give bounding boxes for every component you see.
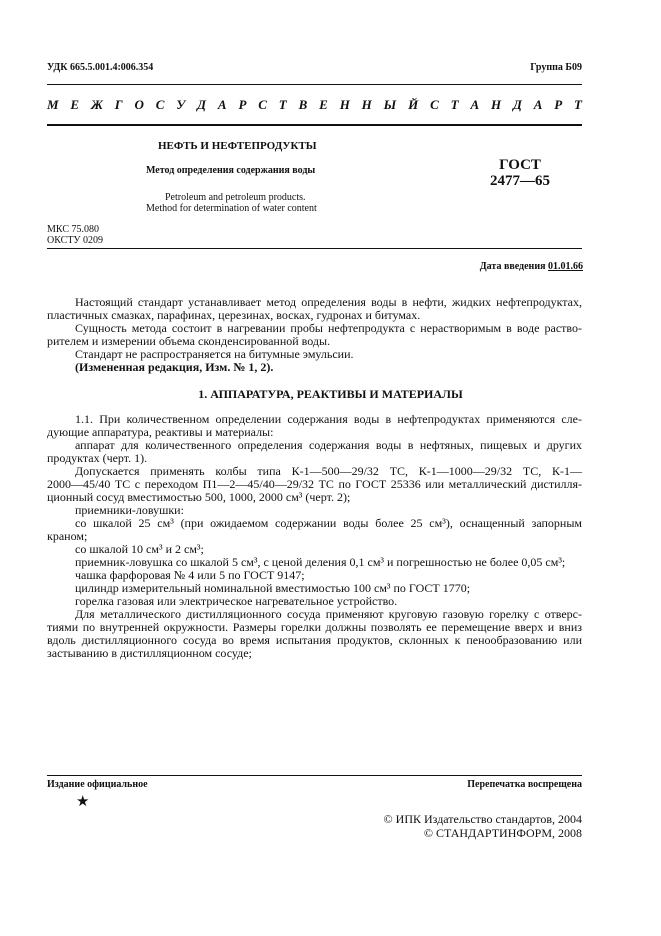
header-rule-bottom — [47, 124, 582, 126]
section-line-05: Допускается применять колбы типа К-1—500—29/32 ТС, К-1—1000—29/32 ТС, К-1— — [75, 464, 582, 478]
standard-title: НЕФТЬ И НЕФТЕПРОДУКТЫ — [158, 140, 317, 152]
introduction-date-label: Дата введения — [479, 261, 546, 272]
header-rule-top — [47, 84, 582, 85]
section-line-10: краном; — [47, 529, 88, 543]
section-line-06: 2000—45/40 ТС с переходом П1—2—45/40—29/32 ТС по ГОСТ 25336 или металлический дистилля- — [47, 477, 582, 491]
section-line-12: приемник-ловушка со шкалой 5 см³, с ценой деления 0,1 см³ и погрешностью не более 0,05 см³; — [75, 555, 566, 569]
mks-code: МКС 75.080 — [47, 224, 99, 235]
introduction-date-value: 01.01.66 — [548, 261, 583, 272]
section-line-13: чашка фарфоровая № 4 или 5 по ГОСТ 9147; — [75, 568, 305, 582]
intro-line-4: рителем и измерении объема сконденсированной воды. — [47, 334, 331, 348]
introduction-date — [480, 261, 583, 272]
english-title-line2: Method for determination of water content — [146, 203, 317, 214]
section-line-08: приемники-ловушки: — [75, 503, 184, 517]
section-line-14: цилиндр измерительный номинальной вместимостью 100 см³ по ГОСТ 1770; — [75, 581, 471, 595]
english-title-line1: Petroleum and petroleum products. — [165, 192, 306, 203]
section-line-01: 1.1. При количественном определении содержания воды в нефтепродуктах применяются сле- — [75, 412, 582, 426]
section-line-04: продуктах (черт. 1). — [47, 451, 148, 465]
section-line-19: застыванию в дистилляционном сосуде; — [47, 646, 252, 660]
footer-rule — [47, 775, 582, 776]
copyright-standartinform: © СТАНДАРТИНФОРМ, 2008 — [423, 826, 582, 840]
section-line-02: дующие аппаратура, реактивы и материалы: — [47, 425, 274, 439]
section-line-11: со шкалой 10 см³ и 2 см³; — [75, 542, 204, 556]
reprint-prohibited: Перепечатка воспрещена — [467, 779, 582, 790]
official-edition: Издание официальное — [47, 779, 148, 790]
copyright-ipk: © ИПК Издательство стандартов, 2004 — [383, 812, 582, 826]
intro-line-2: пластичных смазках, парафинах, церезинах, восках, гудронах и битумах. — [47, 308, 421, 322]
gost-number: 2477—65 — [490, 173, 550, 189]
section-line-16: Для металлического дистилляционного сосуда применяют круговую газовую горелку с отверс- — [75, 607, 582, 621]
section-line-15: горелка газовая или электрическое нагревательное устройство. — [75, 594, 398, 608]
intro-line-5: Стандарт не распространяется на битумные эмульсии. — [75, 347, 354, 361]
section-line-17: тиями по внутренней окружности. Размеры горелки должны позволять ее перемещение вверх и вниз — [47, 620, 582, 634]
star-icon: ★ — [76, 794, 90, 810]
interstate-standard-banner: М Е Ж Г О С У Д А Р С Т В Е Н Н Ы Й С Т А Н Д А Р Т — [47, 97, 582, 112]
gost-label: ГОСТ — [499, 157, 541, 173]
intro-line-1: Настоящий стандарт устанавливает метод определения воды в нефти, жидких нефтепродуктах, — [75, 295, 582, 309]
section-line-03: аппарат для количественного определения содержания воды в нефтяных, пищевых и других — [75, 438, 582, 452]
okstu-code: ОКСТУ 0209 — [47, 235, 104, 246]
udk-code: УДК 665.5.001.4:006.354 — [47, 62, 154, 73]
section-heading: 1. АППАРАТУРА, РЕАКТИВЫ И МАТЕРИАЛЫ — [198, 387, 463, 401]
title-rule — [47, 248, 582, 249]
amendment-note: (Измененная редакция, Изм. № 1, 2). — [75, 360, 274, 374]
group-code: Группа Б09 — [530, 62, 582, 73]
intro-line-3: Сущность метода состоит в нагревании пробы нефтепродукта с нерастворимым в воде раство- — [75, 321, 582, 335]
section-line-07: ционный сосуд вместимостью 500, 1000, 2000 см³ (черт. 2); — [47, 490, 351, 504]
section-line-18: вдоль дистилляционного сосуда во время испытания продуктов, склонных к пенообразованию или — [47, 633, 582, 647]
section-line-09: со шкалой 25 см³ (при ожидаемом содержании воды более 25 см³), оснащенный запорным — [75, 516, 582, 530]
method-title: Метод определения содержания воды — [146, 165, 316, 176]
